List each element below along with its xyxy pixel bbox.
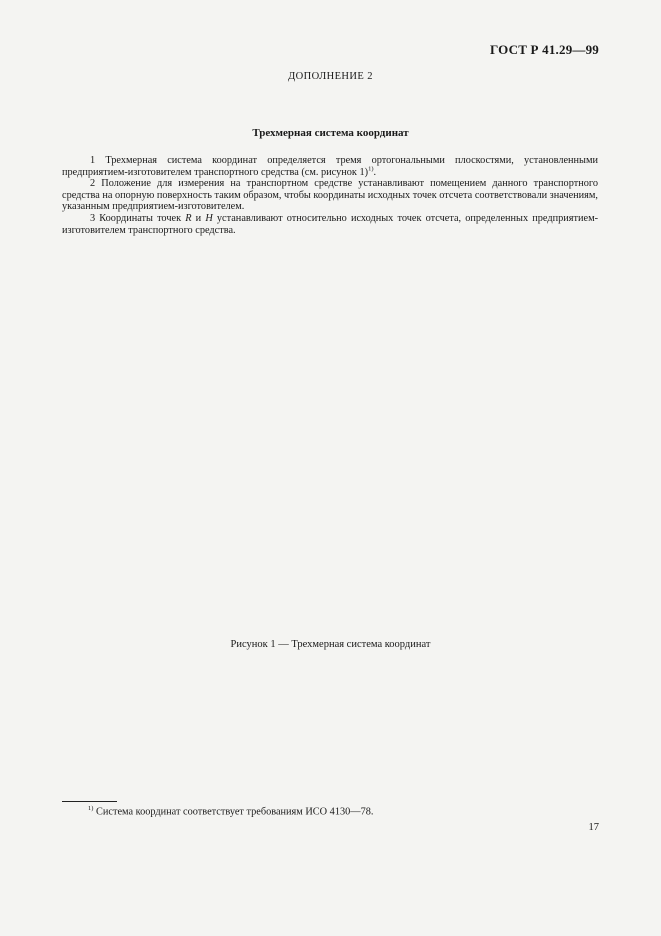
paragraph-1	[62, 155, 598, 178]
footnote-divider	[62, 801, 117, 802]
footnote-text: Система координат соответствует требованиям ИСО 4130—78.	[93, 806, 374, 818]
footnote-mark: 1)	[88, 805, 94, 812]
paragraph-1-text: 1 Трехмерная система координат определяется тремя ортогональными плоскостями, установленными предприятием-изготовителем транспортного средства (см. рисунок 1)	[62, 155, 598, 178]
paragraph-2: 2 Положение для измерения на транспортном средстве устанавливают помещением данного транспортного средства на опорную поверхность таким образом, чтобы координаты исходных точек отсчета соответствовали значениям, указанным предприятием-изготовителем.	[62, 178, 598, 213]
paragraph-3	[62, 213, 598, 236]
standard-code: ГОСТ Р 41.29—99	[490, 42, 599, 57]
footnote	[88, 805, 373, 817]
body-text	[62, 155, 598, 236]
paragraph-3-before: 3 Координаты точек	[90, 212, 186, 224]
section-title: Трехмерная система координат	[252, 127, 409, 139]
footnote-reference: 1)	[368, 165, 374, 173]
point-h: H	[205, 212, 213, 224]
figure-placeholder	[62, 270, 598, 630]
paragraph-1-end: .	[373, 166, 377, 178]
appendix-title: ДОПОЛНЕНИЕ 2	[288, 71, 373, 82]
paragraph-3-and: и	[191, 212, 206, 224]
paragraph-3-after: устанавливают относительно исходных точек отсчета, определенных предприятием-изготовителем транспортного средства.	[62, 212, 599, 236]
figure-caption: Рисунок 1 — Трехмерная система координат	[230, 639, 431, 650]
point-r: R	[185, 212, 192, 224]
page-number: 17	[588, 822, 599, 833]
